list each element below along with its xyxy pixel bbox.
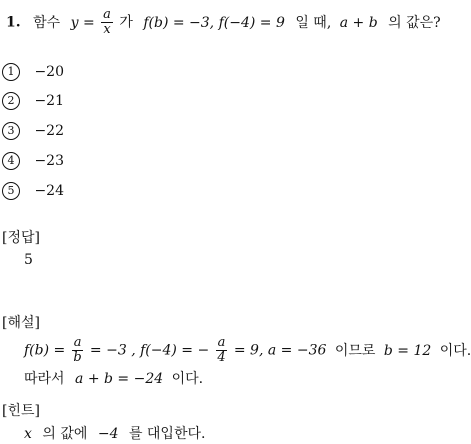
solution-text-is: 이다.	[439, 342, 471, 359]
solution-line-2	[24, 369, 203, 389]
option-number-badge: 1	[2, 63, 20, 81]
solution-expr-f-neg4: = −3 , f(−4) = −	[89, 342, 210, 359]
question-condition: f(b) = −3, f(−4) = 9	[143, 14, 285, 31]
answer-heading: [정답]	[2, 230, 40, 246]
option-2	[2, 91, 64, 111]
solution-expr-sum: a + b = −24	[75, 371, 164, 387]
solution-text-because: 이므로	[334, 342, 376, 359]
question-text-2: 가	[119, 14, 133, 31]
hint-heading: [힌트]	[2, 403, 40, 419]
option-value: −20	[34, 64, 64, 80]
hint-line	[24, 424, 205, 444]
solution-text-is: 이다.	[171, 371, 204, 387]
question-text-1: 함수	[33, 14, 61, 31]
solution-line-1	[24, 336, 471, 365]
fraction-denominator: b	[73, 350, 82, 365]
option-5	[2, 181, 64, 201]
solution-expr-fb: f(b) =	[24, 342, 66, 359]
fraction-numerator: a	[73, 335, 82, 350]
solution-text-therefore: 따라서	[24, 371, 65, 387]
option-1	[2, 62, 64, 82]
fraction-denominator: x	[103, 22, 111, 37]
option-number-badge: 5	[2, 182, 20, 200]
fraction-a-over-b	[72, 336, 84, 365]
question-number: 1.	[6, 14, 21, 31]
question-text-3: 일 때,	[295, 14, 332, 31]
solution-heading: [해설]	[2, 315, 40, 331]
fraction-numerator: a	[217, 335, 226, 350]
option-value: −23	[34, 153, 64, 169]
equation-lhs: y =	[70, 14, 95, 31]
option-4	[2, 151, 64, 171]
option-3	[2, 121, 64, 141]
fraction-denominator: 4	[217, 350, 226, 365]
answer-value: 5	[24, 252, 33, 268]
hint-variable: x	[24, 426, 32, 442]
fraction-numerator: a	[103, 7, 111, 22]
hint-value: −4	[97, 426, 119, 442]
question-text-4: 의 값은?	[388, 14, 441, 31]
solution-expr-b-value: b = 12	[383, 342, 432, 359]
option-number-badge: 3	[2, 122, 20, 140]
option-value: −22	[34, 123, 64, 139]
option-number-badge: 2	[2, 92, 20, 110]
fraction-a-over-x	[101, 8, 113, 37]
question-expression: a + b	[339, 14, 378, 31]
fraction-a-over-4	[216, 336, 228, 365]
option-value: −24	[34, 183, 64, 199]
option-value: −21	[34, 93, 64, 109]
solution-expr-a-value: = 9, a = −36	[233, 342, 327, 359]
hint-text-1: 의 값에	[42, 426, 88, 442]
option-number-badge: 4	[2, 152, 20, 170]
hint-text-2: 를 대입한다.	[128, 426, 206, 442]
question-line	[6, 8, 441, 37]
